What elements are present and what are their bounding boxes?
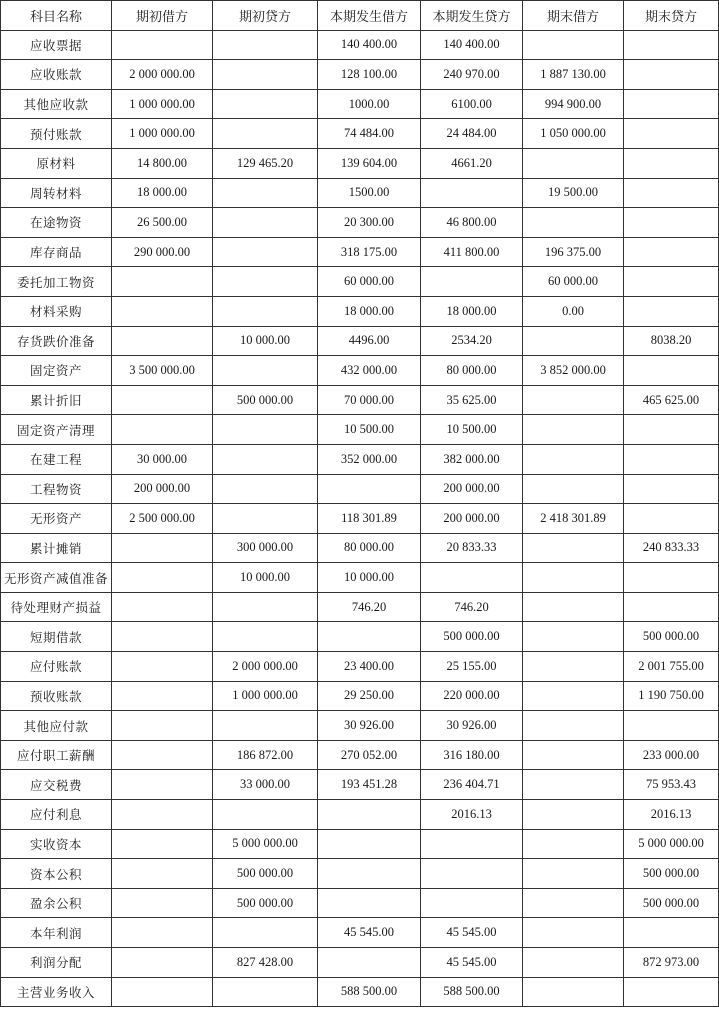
cell-opening-debit: 30 000.00	[112, 444, 213, 474]
cell-opening-credit: 33 000.00	[213, 770, 318, 800]
cell-opening-credit	[213, 178, 318, 208]
cell-closing-credit	[624, 237, 719, 267]
cell-period-credit: 316 180.00	[421, 740, 523, 770]
cell-account-name: 周转材料	[1, 178, 112, 208]
cell-opening-debit	[112, 888, 213, 918]
table-row	[1, 326, 719, 356]
cell-period-debit: 80 000.00	[318, 533, 421, 563]
table-row	[1, 918, 719, 948]
cell-period-debit: 270 052.00	[318, 740, 421, 770]
cell-opening-debit	[112, 770, 213, 800]
table-row	[1, 444, 719, 474]
cell-period-debit	[318, 888, 421, 918]
cell-account-name: 库存商品	[1, 237, 112, 267]
cell-period-debit: 1500.00	[318, 178, 421, 208]
cell-account-name: 实收资本	[1, 829, 112, 859]
table-row	[1, 178, 719, 208]
cell-opening-credit: 129 465.20	[213, 148, 318, 178]
cell-period-debit: 10 000.00	[318, 563, 421, 593]
cell-closing-debit: 196 375.00	[523, 237, 624, 267]
table-body	[1, 30, 719, 1007]
cell-closing-debit	[523, 918, 624, 948]
cell-opening-credit	[213, 60, 318, 90]
cell-closing-credit	[624, 30, 719, 60]
table-row	[1, 533, 719, 563]
cell-account-name: 短期借款	[1, 622, 112, 652]
cell-period-credit: 240 970.00	[421, 60, 523, 90]
cell-closing-debit	[523, 30, 624, 60]
cell-opening-credit: 500 000.00	[213, 859, 318, 889]
cell-account-name: 资本公积	[1, 859, 112, 889]
cell-period-credit: 20 833.33	[421, 533, 523, 563]
cell-opening-debit: 2 000 000.00	[112, 60, 213, 90]
cell-account-name: 其他应收款	[1, 89, 112, 119]
cell-closing-credit	[624, 60, 719, 90]
table-row	[1, 237, 719, 267]
cell-period-credit: 200 000.00	[421, 504, 523, 534]
cell-account-name: 固定资产	[1, 356, 112, 386]
cell-opening-credit	[213, 504, 318, 534]
cell-account-name: 本年利润	[1, 918, 112, 948]
cell-closing-credit: 500 000.00	[624, 888, 719, 918]
cell-opening-debit	[112, 592, 213, 622]
cell-closing-debit	[523, 592, 624, 622]
table-row	[1, 119, 719, 149]
cell-opening-credit	[213, 415, 318, 445]
cell-account-name: 主营业务收入	[1, 977, 112, 1007]
cell-account-name: 材料采购	[1, 296, 112, 326]
cell-closing-debit	[523, 740, 624, 770]
table-row	[1, 89, 719, 119]
cell-account-name: 预收账款	[1, 681, 112, 711]
cell-period-debit: 23 400.00	[318, 652, 421, 682]
header-closing-debit: 期末借方	[523, 1, 624, 31]
table-row	[1, 622, 719, 652]
cell-account-name: 累计折旧	[1, 385, 112, 415]
cell-opening-credit: 10 000.00	[213, 563, 318, 593]
cell-closing-debit: 3 852 000.00	[523, 356, 624, 386]
cell-closing-debit: 2 418 301.89	[523, 504, 624, 534]
table-row	[1, 652, 719, 682]
cell-closing-debit	[523, 829, 624, 859]
cell-period-credit: 588 500.00	[421, 977, 523, 1007]
cell-period-debit	[318, 800, 421, 830]
cell-account-name: 待处理财产损益	[1, 592, 112, 622]
cell-period-debit: 60 000.00	[318, 267, 421, 297]
cell-account-name: 在建工程	[1, 444, 112, 474]
cell-closing-debit	[523, 385, 624, 415]
cell-period-debit	[318, 622, 421, 652]
cell-period-debit: 318 175.00	[318, 237, 421, 267]
cell-opening-debit	[112, 533, 213, 563]
cell-closing-credit	[624, 504, 719, 534]
cell-account-name: 盈余公积	[1, 888, 112, 918]
cell-period-credit	[421, 888, 523, 918]
cell-period-credit: 10 500.00	[421, 415, 523, 445]
cell-account-name: 固定资产清理	[1, 415, 112, 445]
cell-closing-debit	[523, 474, 624, 504]
cell-opening-debit	[112, 415, 213, 445]
cell-opening-debit	[112, 267, 213, 297]
cell-account-name: 无形资产	[1, 504, 112, 534]
cell-period-debit	[318, 474, 421, 504]
cell-opening-debit	[112, 800, 213, 830]
cell-closing-debit	[523, 859, 624, 889]
cell-closing-credit	[624, 296, 719, 326]
cell-period-credit: 500 000.00	[421, 622, 523, 652]
cell-period-credit: 220 000.00	[421, 681, 523, 711]
cell-period-credit: 140 400.00	[421, 30, 523, 60]
cell-closing-debit	[523, 652, 624, 682]
cell-closing-debit	[523, 977, 624, 1007]
cell-opening-credit	[213, 444, 318, 474]
cell-period-debit: 74 484.00	[318, 119, 421, 149]
cell-account-name: 应交税费	[1, 770, 112, 800]
cell-period-credit: 2016.13	[421, 800, 523, 830]
cell-opening-debit: 18 000.00	[112, 178, 213, 208]
cell-closing-debit	[523, 770, 624, 800]
cell-closing-credit	[624, 267, 719, 297]
cell-opening-debit: 290 000.00	[112, 237, 213, 267]
cell-closing-credit	[624, 444, 719, 474]
cell-period-debit: 746.20	[318, 592, 421, 622]
cell-period-debit: 30 926.00	[318, 711, 421, 741]
cell-period-debit: 128 100.00	[318, 60, 421, 90]
cell-closing-credit: 872 973.00	[624, 948, 719, 978]
cell-closing-debit	[523, 444, 624, 474]
cell-closing-debit: 1 050 000.00	[523, 119, 624, 149]
cell-opening-credit: 2 000 000.00	[213, 652, 318, 682]
cell-period-credit	[421, 829, 523, 859]
header-closing-credit: 期末贷方	[624, 1, 719, 31]
cell-period-credit: 45 545.00	[421, 918, 523, 948]
cell-closing-debit: 0.00	[523, 296, 624, 326]
cell-opening-credit	[213, 592, 318, 622]
cell-opening-debit	[112, 326, 213, 356]
cell-account-name: 存货跌价准备	[1, 326, 112, 356]
table-row	[1, 474, 719, 504]
cell-period-credit: 46 800.00	[421, 208, 523, 238]
cell-period-debit	[318, 829, 421, 859]
cell-closing-debit	[523, 800, 624, 830]
cell-account-name: 应收票据	[1, 30, 112, 60]
cell-closing-debit	[523, 681, 624, 711]
cell-closing-credit: 2016.13	[624, 800, 719, 830]
cell-period-credit: 411 800.00	[421, 237, 523, 267]
cell-period-credit: 18 000.00	[421, 296, 523, 326]
cell-closing-credit: 8038.20	[624, 326, 719, 356]
cell-account-name: 其他应付款	[1, 711, 112, 741]
cell-closing-credit	[624, 178, 719, 208]
cell-period-credit: 200 000.00	[421, 474, 523, 504]
cell-opening-debit	[112, 622, 213, 652]
cell-period-debit: 1000.00	[318, 89, 421, 119]
cell-period-debit: 18 000.00	[318, 296, 421, 326]
cell-opening-debit: 200 000.00	[112, 474, 213, 504]
cell-opening-credit	[213, 296, 318, 326]
cell-closing-debit: 60 000.00	[523, 267, 624, 297]
cell-opening-credit	[213, 30, 318, 60]
cell-period-debit: 193 451.28	[318, 770, 421, 800]
cell-opening-credit	[213, 208, 318, 238]
header-row	[1, 1, 719, 31]
table-row	[1, 208, 719, 238]
table-row	[1, 770, 719, 800]
cell-account-name: 在途物资	[1, 208, 112, 238]
cell-closing-debit	[523, 711, 624, 741]
header-period-debit: 本期发生借方	[318, 1, 421, 31]
cell-opening-debit	[112, 30, 213, 60]
cell-account-name: 累计摊销	[1, 533, 112, 563]
cell-opening-debit: 1 000 000.00	[112, 89, 213, 119]
cell-opening-credit: 186 872.00	[213, 740, 318, 770]
cell-opening-credit	[213, 800, 318, 830]
cell-closing-credit: 5 000 000.00	[624, 829, 719, 859]
cell-opening-credit: 500 000.00	[213, 888, 318, 918]
cell-opening-credit	[213, 267, 318, 297]
cell-period-debit: 432 000.00	[318, 356, 421, 386]
cell-period-credit: 25 155.00	[421, 652, 523, 682]
cell-opening-credit: 10 000.00	[213, 326, 318, 356]
cell-opening-debit: 2 500 000.00	[112, 504, 213, 534]
cell-opening-debit	[112, 918, 213, 948]
cell-closing-credit	[624, 89, 719, 119]
cell-closing-credit	[624, 592, 719, 622]
cell-opening-credit: 5 000 000.00	[213, 829, 318, 859]
cell-period-credit: 746.20	[421, 592, 523, 622]
table-row	[1, 977, 719, 1007]
cell-period-credit: 35 625.00	[421, 385, 523, 415]
cell-period-credit: 24 484.00	[421, 119, 523, 149]
cell-opening-debit	[112, 829, 213, 859]
cell-period-credit: 30 926.00	[421, 711, 523, 741]
cell-account-name: 利润分配	[1, 948, 112, 978]
cell-closing-debit	[523, 415, 624, 445]
cell-opening-debit	[112, 563, 213, 593]
cell-closing-credit	[624, 711, 719, 741]
cell-closing-debit	[523, 888, 624, 918]
header-account-name: 科目名称	[1, 1, 112, 31]
cell-period-credit: 4661.20	[421, 148, 523, 178]
cell-account-name: 应收账款	[1, 60, 112, 90]
cell-closing-debit: 994 900.00	[523, 89, 624, 119]
cell-closing-credit	[624, 148, 719, 178]
cell-closing-credit: 1 190 750.00	[624, 681, 719, 711]
cell-opening-credit	[213, 119, 318, 149]
table-row	[1, 267, 719, 297]
cell-opening-credit: 300 000.00	[213, 533, 318, 563]
cell-account-name: 应付职工薪酬	[1, 740, 112, 770]
cell-closing-debit	[523, 622, 624, 652]
cell-opening-credit: 1 000 000.00	[213, 681, 318, 711]
cell-closing-debit: 1 887 130.00	[523, 60, 624, 90]
cell-period-debit: 4496.00	[318, 326, 421, 356]
cell-period-credit	[421, 859, 523, 889]
cell-closing-debit	[523, 533, 624, 563]
cell-period-debit	[318, 948, 421, 978]
cell-opening-debit: 26 500.00	[112, 208, 213, 238]
table-row	[1, 800, 719, 830]
table-row	[1, 711, 719, 741]
table-row	[1, 148, 719, 178]
cell-opening-credit	[213, 474, 318, 504]
cell-closing-credit: 465 625.00	[624, 385, 719, 415]
cell-opening-debit	[112, 948, 213, 978]
cell-period-debit: 20 300.00	[318, 208, 421, 238]
cell-period-credit: 382 000.00	[421, 444, 523, 474]
table-row	[1, 385, 719, 415]
cell-period-debit: 45 545.00	[318, 918, 421, 948]
cell-opening-debit	[112, 859, 213, 889]
table-row	[1, 681, 719, 711]
cell-period-credit: 6100.00	[421, 89, 523, 119]
header-period-credit: 本期发生贷方	[421, 1, 523, 31]
table-row	[1, 740, 719, 770]
cell-period-credit	[421, 563, 523, 593]
cell-opening-debit: 14 800.00	[112, 148, 213, 178]
header-opening-credit: 期初贷方	[213, 1, 318, 31]
cell-closing-credit: 233 000.00	[624, 740, 719, 770]
cell-opening-credit: 500 000.00	[213, 385, 318, 415]
cell-closing-debit	[523, 326, 624, 356]
cell-period-debit: 10 500.00	[318, 415, 421, 445]
cell-closing-debit	[523, 208, 624, 238]
cell-account-name: 应付利息	[1, 800, 112, 830]
cell-account-name: 无形资产减值准备	[1, 563, 112, 593]
cell-closing-debit	[523, 563, 624, 593]
cell-account-name: 委托加工物资	[1, 267, 112, 297]
cell-period-debit: 118 301.89	[318, 504, 421, 534]
cell-closing-credit	[624, 415, 719, 445]
cell-period-debit: 70 000.00	[318, 385, 421, 415]
cell-closing-credit	[624, 977, 719, 1007]
cell-opening-credit	[213, 918, 318, 948]
cell-opening-debit	[112, 652, 213, 682]
table-row	[1, 30, 719, 60]
cell-opening-credit	[213, 711, 318, 741]
cell-closing-credit: 240 833.33	[624, 533, 719, 563]
cell-period-credit	[421, 178, 523, 208]
table-row	[1, 60, 719, 90]
cell-account-name: 应付账款	[1, 652, 112, 682]
table-row	[1, 592, 719, 622]
cell-opening-credit: 827 428.00	[213, 948, 318, 978]
cell-opening-debit	[112, 711, 213, 741]
table-row	[1, 296, 719, 326]
cell-period-debit: 352 000.00	[318, 444, 421, 474]
header-opening-debit: 期初借方	[112, 1, 213, 31]
table-row	[1, 356, 719, 386]
cell-period-credit: 236 404.71	[421, 770, 523, 800]
cell-period-credit: 45 545.00	[421, 948, 523, 978]
cell-account-name: 原材料	[1, 148, 112, 178]
cell-closing-credit	[624, 474, 719, 504]
table-row	[1, 415, 719, 445]
cell-opening-debit	[112, 740, 213, 770]
cell-closing-debit	[523, 148, 624, 178]
cell-period-debit	[318, 859, 421, 889]
cell-period-debit: 140 400.00	[318, 30, 421, 60]
cell-opening-credit	[213, 89, 318, 119]
table-row	[1, 888, 719, 918]
cell-period-debit: 588 500.00	[318, 977, 421, 1007]
cell-closing-credit: 2 001 755.00	[624, 652, 719, 682]
cell-closing-credit	[624, 119, 719, 149]
table-row	[1, 948, 719, 978]
cell-closing-credit	[624, 918, 719, 948]
cell-opening-credit	[213, 977, 318, 1007]
table-row	[1, 563, 719, 593]
cell-opening-debit	[112, 296, 213, 326]
cell-closing-credit: 500 000.00	[624, 859, 719, 889]
table-row	[1, 859, 719, 889]
cell-period-credit	[421, 267, 523, 297]
cell-closing-credit	[624, 208, 719, 238]
cell-period-debit: 29 250.00	[318, 681, 421, 711]
cell-closing-credit	[624, 563, 719, 593]
cell-account-name: 工程物资	[1, 474, 112, 504]
cell-opening-credit	[213, 356, 318, 386]
cell-opening-credit	[213, 622, 318, 652]
cell-closing-credit: 75 953.43	[624, 770, 719, 800]
cell-period-credit: 2534.20	[421, 326, 523, 356]
cell-opening-credit	[213, 237, 318, 267]
cell-period-debit: 139 604.00	[318, 148, 421, 178]
cell-opening-debit	[112, 681, 213, 711]
cell-closing-credit: 500 000.00	[624, 622, 719, 652]
cell-closing-debit: 19 500.00	[523, 178, 624, 208]
cell-opening-debit	[112, 385, 213, 415]
cell-opening-debit	[112, 977, 213, 1007]
table-row	[1, 504, 719, 534]
cell-opening-debit: 3 500 000.00	[112, 356, 213, 386]
cell-closing-debit	[523, 948, 624, 978]
table-row	[1, 829, 719, 859]
cell-opening-debit: 1 000 000.00	[112, 119, 213, 149]
cell-closing-credit	[624, 356, 719, 386]
cell-account-name: 预付账款	[1, 119, 112, 149]
cell-period-credit: 80 000.00	[421, 356, 523, 386]
